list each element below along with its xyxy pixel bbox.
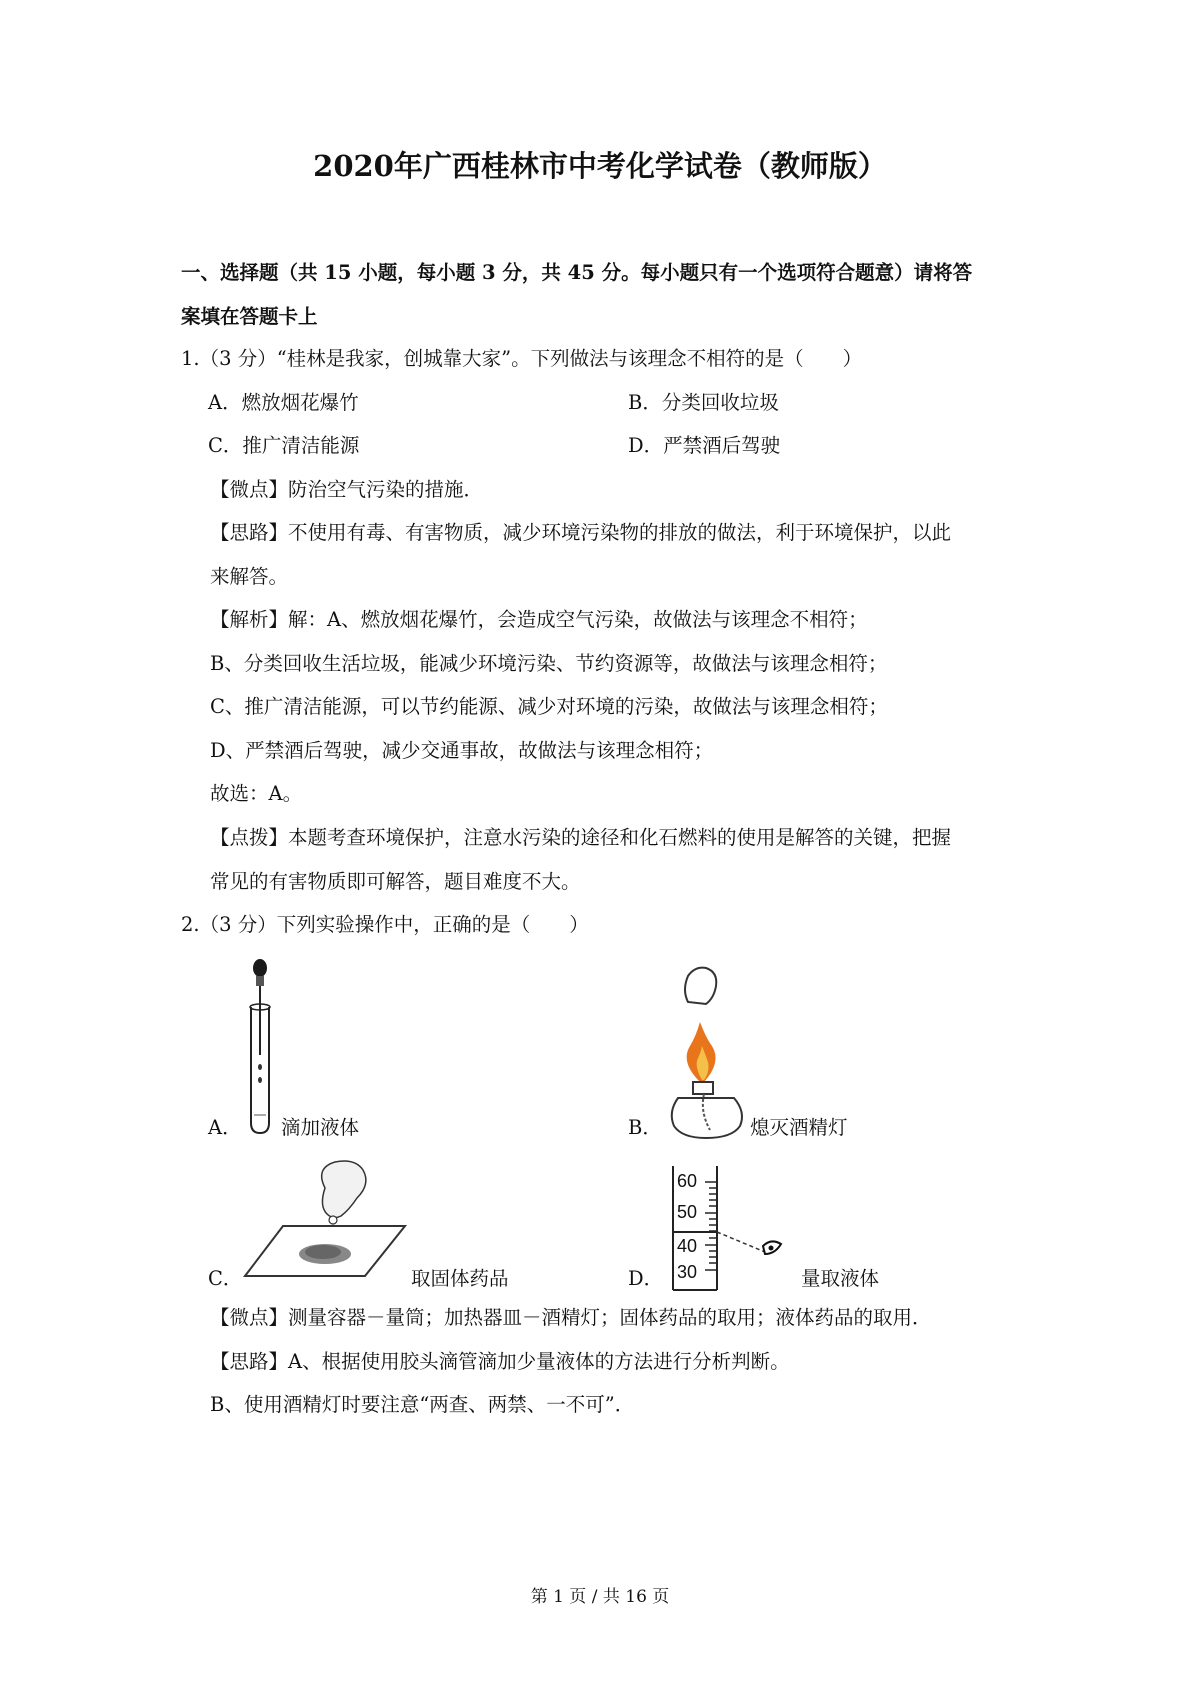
dropper-test-tube-figure: [240, 955, 290, 1140]
q1-stem: 1.（3 分）“桂林是我家，创城靠大家”。下列做法与该理念不相符的是（ ）: [181, 347, 863, 370]
q2-option-a-caption: 滴加液体: [281, 1116, 360, 1139]
graduated-cylinder-figure: [665, 1160, 795, 1300]
q1-option-b: B．分类回收垃圾: [628, 391, 779, 414]
tick-label-30: 30: [677, 1262, 698, 1282]
q2-option-c-caption: 取固体药品: [411, 1267, 509, 1290]
tick-label-60: 60: [677, 1171, 698, 1191]
tick-label-50: 50: [677, 1202, 698, 1222]
q2-option-a-letter: A．: [208, 1116, 242, 1139]
q2-option-b-letter: B．: [628, 1116, 662, 1139]
alcohol-lamp-figure: [660, 962, 760, 1142]
q1-comment: 【点拨】本题考查环境保护，注意水污染的途径和化石燃料的使用是解答的关键，把握: [210, 826, 952, 849]
q1-analysis-line: 【解析】解：A、燃放烟花爆竹，会造成空气污染，故做法与该理念不相符；: [210, 608, 868, 631]
q2-idea: 【思路】A、根据使用胶头滴管滴加少量液体的方法进行分析判断。: [210, 1350, 790, 1373]
q1-option-c: C．推广清洁能源: [208, 434, 360, 457]
q1-point: 【微点】防治空气污染的措施．: [210, 478, 484, 501]
q2-option-b-caption: 熄灭酒精灯: [750, 1116, 848, 1139]
page-title: 2020年广西桂林市中考化学试卷（教师版）: [313, 149, 887, 183]
q2-stem: 2.（3 分）下列实验操作中，正确的是（ ）: [181, 913, 589, 936]
q2-idea-cont: B、使用酒精灯时要注意“两查、两禁、一不可”．: [210, 1393, 635, 1416]
section-heading-cont: 案填在答题卡上: [181, 305, 318, 328]
q1-analysis-line: C、推广清洁能源，可以节约能源、减少对环境的污染，故做法与该理念相符；: [210, 695, 888, 718]
q2-option-d-caption: 量取液体: [801, 1267, 880, 1290]
q2-option-d-letter: D．: [628, 1267, 664, 1290]
q1-option-d: D．严禁酒后驾驶: [628, 434, 781, 457]
q2-option-c-letter: C．: [208, 1267, 243, 1290]
solid-reagent-hand-figure: [245, 1158, 415, 1298]
section-heading: 一、选择题（共 15 小题，每小题 3 分，共 45 分。每小题只有一个选项符合题意）请将答: [181, 261, 973, 284]
tick-label-40: 40: [677, 1236, 698, 1256]
q1-option-a: A．燃放烟花爆竹: [208, 391, 359, 414]
q1-comment-cont: 常见的有害物质即可解答，题目难度不大。: [210, 870, 581, 893]
q1-analysis-line: D、严禁酒后驾驶，减少交通事故，故做法与该理念相符；: [210, 739, 714, 762]
q1-idea: 【思路】不使用有毒、有害物质，减少环境污染物的排放的做法，利于环境保护，以此: [210, 521, 952, 544]
q1-idea-cont: 来解答。: [210, 565, 289, 588]
q2-point: 【微点】测量容器－量筒；加热器皿－酒精灯；固体药品的取用；液体药品的取用．: [210, 1306, 932, 1329]
q1-analysis-line: B、分类回收生活垃圾，能减少环境污染、节约资源等，故做法与该理念相符；: [210, 652, 888, 675]
q1-answer: 故选：A。: [210, 782, 303, 805]
page-footer: 第 1 页 / 共 16 页: [530, 1587, 670, 1607]
